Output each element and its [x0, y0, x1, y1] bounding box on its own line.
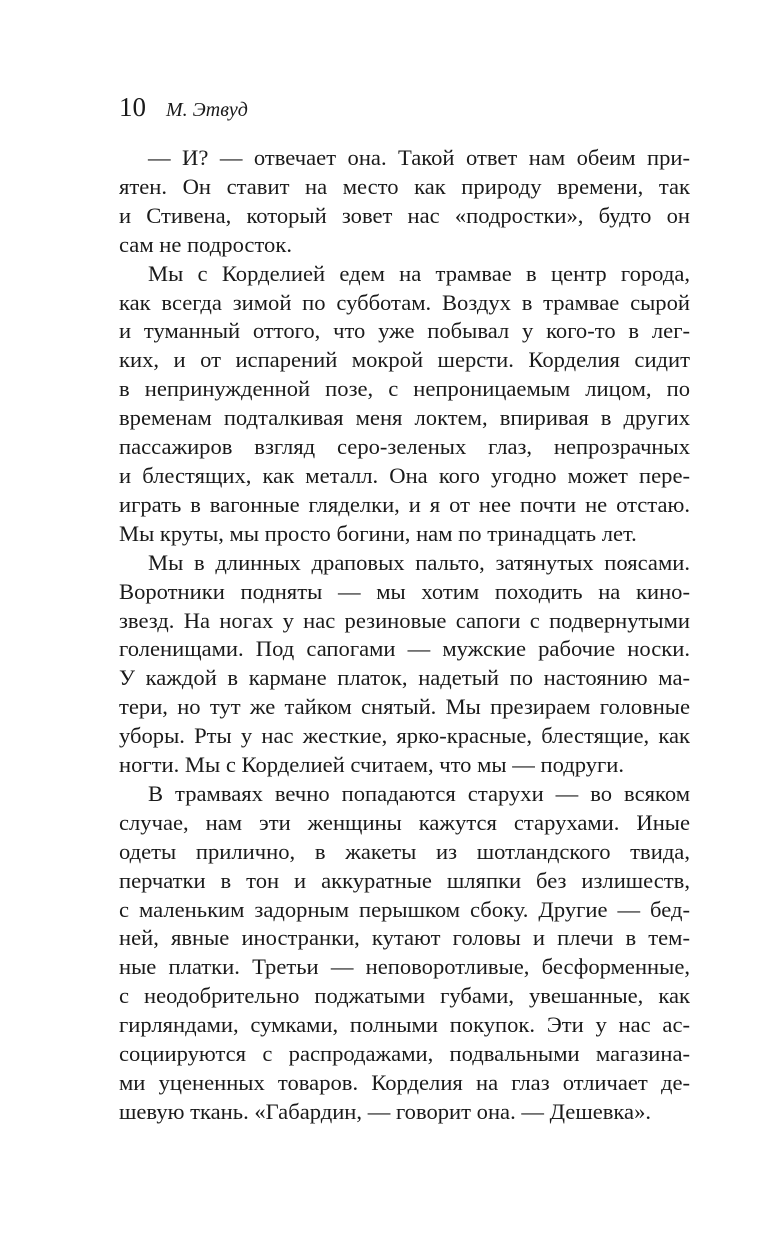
text-line: — И? — отвечает она. Такой ответ нам обеим при-: [148, 145, 690, 170]
text-line: ми уцененных товаров. Корделия на глаз отличает де-: [119, 1070, 690, 1095]
text-line: в непринужденной позе, с непроницаемым лицом, по: [119, 376, 690, 402]
text-line: социируются с распродажами, подвальными магазина-: [119, 1041, 690, 1067]
paragraph-1: [119, 144, 690, 260]
text-line: Воротники подняты — мы хотим походить на кино-: [119, 578, 690, 604]
page-header: [119, 92, 248, 125]
text-line: и туманный оттого, что уже побывал у кого-то в лег-: [119, 318, 690, 344]
text-line: Мы круты, мы просто богини, нам по тринадцать лет.: [119, 520, 637, 546]
text-line: сам не подросток.: [119, 231, 292, 257]
text-line: В трамваях вечно попадаются старухи — во всяком: [148, 780, 690, 806]
body-text: [119, 144, 690, 1127]
text-line: пассажиров взгляд серо-зеленых глаз, непрозрачных: [119, 434, 690, 460]
text-line: ятен. Он ставит на место как природу времени, так: [119, 173, 690, 199]
text-line: и блестящих, как металл. Она кого угодно может пере-: [119, 462, 690, 488]
text-line: Мы с Корделией едем на трамвае в центр города,: [148, 260, 690, 286]
running-title-author: М. Этвуд: [166, 99, 248, 121]
text-line: одеты прилично, в жакеты из шотландского твида,: [119, 838, 690, 864]
text-line: временам подталкивая меня локтем, впиривая в других: [119, 405, 690, 431]
paragraph-3: [119, 549, 690, 780]
text-line: случае, нам эти женщины кажутся старухами. Иные: [119, 809, 690, 835]
text-line: гирляндами, сумками, полными покупок. Эти у нас ас-: [119, 1012, 690, 1038]
text-line: ногти. Мы с Корделией считаем, что мы — подруги.: [119, 752, 625, 778]
text-line: с маленьким задорным перышком сбоку. Другие — бед-: [119, 896, 690, 922]
text-line: ких, и от испарений мокрой шерсти. Корделия сидит: [119, 347, 690, 373]
text-line: и Стивена, который зовет нас «подростки», будто он: [119, 202, 690, 228]
text-line: У каждой в кармане платок, надетый по настоянию ма-: [119, 665, 690, 691]
paragraph-2: [119, 260, 690, 549]
text-line: как всегда зимой по субботам. Воздух в трамвае сырой: [119, 289, 690, 315]
text-line: перчатки в тон и аккуратные шляпки без излишеств,: [119, 867, 690, 893]
text-line: уборы. Рты у нас жесткие, ярко-красные, блестящие, как: [119, 723, 690, 749]
text-line: играть в вагонные гляделки, и я от нее почти не отстаю.: [119, 491, 690, 517]
text-line: голенищами. Под сапогами — мужские рабочие носки.: [119, 636, 690, 662]
page-number: 10: [119, 92, 146, 122]
text-line: звезд. На ногах у нас резиновые сапоги с подвернутыми: [119, 607, 690, 633]
text-line: ные платки. Третьи — неповоротливые, бесформенные,: [119, 954, 690, 980]
text-line: ней, явные иностранки, кутают головы и плечи в тем-: [119, 925, 690, 951]
text-line: с неодобрительно поджатыми губами, увешанные, как: [119, 983, 690, 1009]
paragraph-4: [119, 780, 690, 1127]
text-line: Мы в длинных драповых пальто, затянутых поясами.: [148, 549, 690, 575]
text-line: шевую ткань. «Габардин, — говорит она. — Дешевка».: [119, 1098, 652, 1124]
text-line: тери, но тут же тайком снятый. Мы презираем головные: [119, 694, 690, 720]
